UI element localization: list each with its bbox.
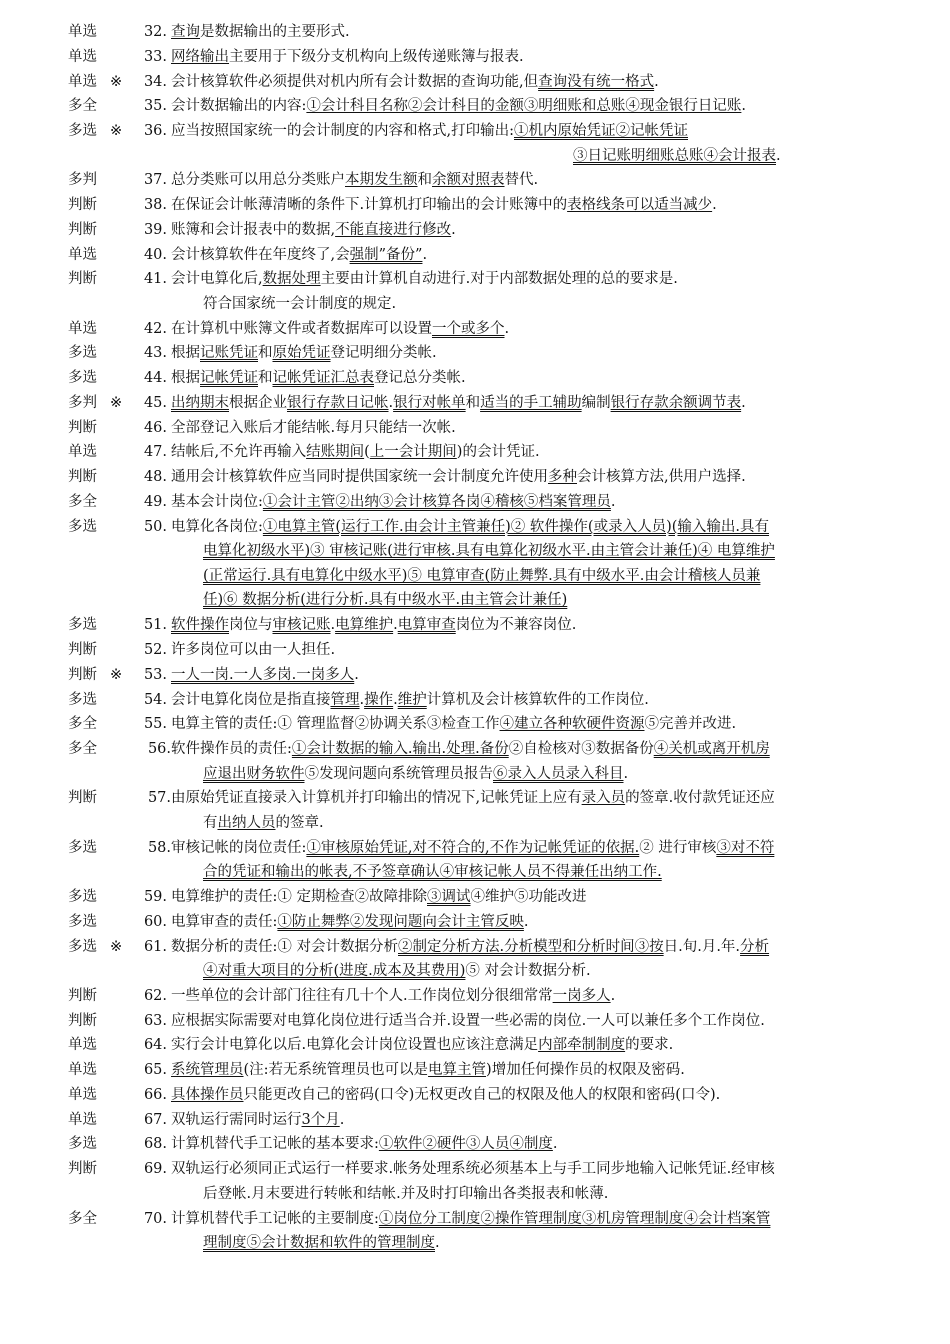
question-text: )的会计凭证. — [456, 444, 540, 461]
question-text-line — [171, 910, 861, 935]
answer-keyword: ④关机或离开机房 — [653, 741, 770, 757]
question-text-line — [171, 341, 861, 366]
question-text-line — [171, 712, 861, 737]
question-number: 66. — [143, 1086, 167, 1103]
answer-keyword: 一岗多人 — [552, 987, 611, 1004]
question-text: 在保证会计帐薄清晰的条件下.计算机打印输出的会计账簿中的 — [171, 197, 568, 214]
question-text-line — [171, 1009, 861, 1034]
question-text-line — [171, 168, 861, 193]
question-number: 40. — [143, 246, 167, 263]
question-number: 35. — [143, 98, 167, 115]
question-number: 60. — [143, 913, 167, 930]
question-text: 结帐后,不允许再输入 — [171, 444, 307, 461]
question-text: 在计算机中账簿文件或者数据库可以设置 — [171, 320, 432, 337]
question-text: 全部登记入账后才能结帐.每月只能结一次帐. — [171, 419, 456, 436]
question-text: 岗位与 — [229, 617, 273, 634]
answer-keyword: ④对重大项目的分析(进度.成本及其费用) — [203, 963, 466, 980]
question-text: 计算机替代手工记帐的基本要求: — [171, 1136, 379, 1153]
question-type: 多选 — [68, 913, 97, 930]
question-type: 单选 — [68, 320, 97, 337]
question-type: 判断 — [68, 987, 97, 1004]
question-text: 主要由计算机自动进行.对于内部数据处理的总的要求是. — [320, 271, 678, 288]
question-number: 47. — [143, 444, 167, 461]
question-type: 多选 — [68, 1136, 97, 1153]
question-text: 和 — [417, 172, 432, 189]
answer-keyword: 内部牵制制度 — [538, 1037, 626, 1054]
answer-keyword: ①防止舞弊②发现问题向会计主管反映 — [277, 913, 524, 930]
answer-keyword: 出纳人员 — [217, 814, 276, 831]
answer-keyword: ③对不符 — [716, 839, 775, 856]
question-text-line — [203, 811, 893, 836]
question-text: . — [388, 394, 394, 411]
question-number: 33. — [143, 48, 167, 65]
question-text: . — [504, 320, 510, 337]
question-text: . — [435, 1235, 440, 1252]
question-text: . — [523, 913, 529, 930]
question-text: ② 进行审核 — [639, 839, 717, 856]
question-text: 数据分析的责任:① 对会计数据分析 — [171, 938, 398, 955]
question-number: 37. — [143, 172, 167, 189]
answer-keyword: ①审核原始凭证,对不符合的,不作为记帐凭证的依据. — [306, 839, 640, 856]
question-number: 64. — [143, 1037, 167, 1054]
question-text: 实行会计电算化以后.电算化会计岗位设置也应该注意满足 — [171, 1037, 539, 1054]
question-text-line — [203, 762, 893, 787]
answer-keyword: 不能直接进行修改 — [335, 221, 452, 238]
answer-keyword: 表格线条可以适当减少 — [567, 197, 713, 214]
question-text: 后登帐.月末要进行转帐和结帐.并及时打印输出各类报表和帐薄. — [203, 1185, 609, 1202]
important-mark: ※ — [110, 938, 123, 955]
question-text: 会计核算软件必须提供对机内所有会计数据的查询功能,但 — [171, 73, 539, 90]
question-type: 多选 — [68, 518, 97, 535]
question-type: 判断 — [68, 1012, 97, 1029]
question-text: 日.旬.月.年. — [663, 938, 741, 955]
answer-keyword: 维护 — [397, 691, 427, 708]
answer-keyword: ④建立各种软硬件资源 — [499, 716, 645, 733]
question-type: 多全 — [68, 1210, 97, 1227]
question-type: 判断 — [68, 419, 97, 436]
question-text: 根据 — [171, 345, 200, 362]
question-text-line — [171, 1157, 861, 1182]
question-type: 单选 — [68, 1086, 97, 1103]
answer-keyword: 操作 — [364, 691, 394, 708]
question-text: 符合国家统一会计制度的规定. — [203, 295, 397, 312]
answer-keyword: ③调试 — [427, 889, 471, 906]
answer-keyword: 银行存款余额调节表 — [610, 394, 742, 411]
answer-keyword: 本期发生额 — [345, 172, 418, 189]
question-number: 51. — [143, 617, 167, 634]
question-text-line — [171, 786, 861, 811]
question-type: 单选 — [68, 1037, 97, 1054]
answer-keyword: ①会计数据的输入.输出.处理.备份 — [291, 741, 509, 757]
question-type: 判断 — [68, 642, 97, 658]
question-text-line — [171, 193, 861, 218]
question-text: 登记总分类帐. — [374, 370, 466, 387]
answer-keyword: 一人一岗.一人多岗.一岗多人 — [171, 666, 355, 683]
question-text: 基本会计岗位: — [171, 493, 263, 510]
question-type: 判断 — [68, 666, 97, 683]
answer-keyword: 3个月 — [301, 1111, 340, 1128]
question-text: 只能更改自己的密码(口令)无权更改自己的权限及他人的权限和密码(口令). — [243, 1086, 721, 1103]
answer-keyword: 余额对照表 — [432, 172, 505, 189]
question-type: 多全 — [68, 716, 97, 733]
question-type: 单选 — [68, 246, 97, 263]
question-text: 会计数据输出的内容: — [171, 98, 307, 115]
question-number: 52. — [143, 642, 167, 658]
question-number: 53. — [143, 666, 167, 683]
answer-keyword: 理制度⑤会计数据和软件的管理制度 — [203, 1235, 435, 1252]
question-number: 55. — [143, 716, 167, 733]
answer-keyword: 查询没有统一格式 — [538, 73, 655, 90]
important-mark: ※ — [110, 666, 123, 683]
question-text: ⑤发现问题向系统管理员报告 — [304, 765, 493, 782]
important-mark: ※ — [110, 73, 123, 90]
question-number: 54. — [143, 691, 167, 708]
question-text: ④维护⑤功能改进 — [470, 889, 587, 906]
question-text: 的签章.收付款凭证还应 — [625, 790, 775, 807]
question-type: 单选 — [68, 48, 97, 65]
question-text-line — [203, 564, 893, 589]
question-text-line — [203, 860, 893, 885]
question-text: 审核记帐的岗位责任: — [171, 839, 307, 856]
question-text-line — [171, 243, 861, 268]
answer-keyword: 查询 — [171, 24, 200, 40]
question-text-line — [171, 366, 861, 391]
question-number: 57. — [147, 790, 171, 807]
question-type: 判断 — [68, 271, 97, 288]
question-number: 62. — [143, 987, 167, 1004]
question-text: ( — [364, 444, 370, 461]
answer-keyword: 出纳期末 — [171, 394, 229, 411]
question-text-line — [171, 267, 861, 292]
question-type: 判断 — [68, 469, 97, 486]
question-text-line — [171, 391, 861, 416]
question-type: 多判 — [68, 394, 97, 411]
question-number: 43. — [143, 345, 167, 362]
question-text-line — [171, 663, 861, 688]
question-text: 一些单位的会计部门往往有几十个人.工作岗位划分很细常常 — [171, 987, 553, 1004]
question-text-line — [171, 465, 861, 490]
question-text: 许多岗位可以由一人担任. — [171, 642, 336, 658]
question-type: 多判 — [68, 172, 97, 189]
question-number: 34. — [143, 73, 167, 90]
question-text: 的签章. — [275, 814, 324, 831]
question-number: 65. — [143, 1062, 167, 1079]
question-type: 判断 — [68, 221, 97, 238]
answer-keyword: ⑥录入人员录入科目 — [493, 765, 624, 782]
question-type: 多全 — [68, 741, 97, 757]
question-text: 和 — [465, 394, 481, 411]
question-text-line — [171, 984, 861, 1009]
question-text-line — [171, 20, 861, 45]
question-number: 39. — [143, 221, 167, 238]
question-number: 38. — [143, 197, 167, 214]
question-text-line — [171, 317, 861, 342]
answer-keyword: 网络输出 — [171, 48, 229, 65]
question-type: 多选 — [68, 370, 97, 387]
answer-keyword: 适当的手工辅助 — [480, 394, 582, 411]
question-text: 替代. — [504, 172, 539, 189]
question-text: . — [741, 98, 746, 115]
question-text: . — [741, 394, 746, 411]
question-number: 32. — [143, 24, 167, 40]
question-number: 41. — [143, 271, 167, 288]
answer-keyword: 电算维护 — [335, 617, 394, 634]
question-text: (注:若无系统管理员也可以是 — [243, 1062, 429, 1079]
answer-keyword: ①软件②硬件③人员④制度 — [378, 1136, 553, 1153]
answer-keyword: ①机内原始凭证②记帐凭证 — [514, 123, 688, 139]
question-text: . — [610, 987, 616, 1004]
answer-keyword: 电算主管 — [428, 1062, 487, 1079]
answer-keyword: 上一会计期间 — [369, 444, 457, 461]
question-text-line — [171, 218, 861, 243]
question-text: 电算主管的责任:① 管理监督②协调关系③检查工作 — [171, 716, 500, 733]
question-text-line — [203, 959, 893, 984]
question-text: 应根据实际需要对电算化岗位进行适当合并.设置一些必需的岗位.一人可以兼任多个工作岗位. — [171, 1012, 765, 1029]
question-text: 岗位为不兼容岗位. — [455, 617, 577, 634]
question-text: 通用会计核算软件应当同时提供国家统一会计制度允许使用 — [171, 469, 548, 486]
question-number: 44. — [143, 370, 167, 387]
answer-keyword: 结账期间 — [306, 444, 365, 461]
answer-keyword: 强制”备份” — [349, 246, 423, 263]
question-text: . — [393, 617, 398, 634]
answer-keyword: 原始凭证 — [272, 345, 331, 362]
answer-keyword: 电算审查 — [397, 617, 456, 634]
question-number: 42. — [143, 320, 167, 337]
answer-keyword: 记账凭证 — [200, 345, 258, 362]
question-text-line — [171, 416, 861, 441]
answer-keyword: ①会计科目名称②会计科目的金额③明细账和总账④现金银行日记账 — [306, 98, 742, 115]
answer-keyword: 审核记账 — [272, 617, 331, 634]
question-text: 账簿和会计报表中的数据, — [171, 221, 336, 238]
answer-keyword: 多种 — [548, 469, 577, 486]
question-text: 会计核算软件在年度终了,会 — [171, 246, 350, 263]
question-type: 多选 — [68, 938, 97, 955]
question-number: 56. — [147, 741, 171, 757]
answer-keyword: ①会计主管②出纳③会计核算各岗④稽核⑤档案管理员 — [262, 493, 611, 510]
question-text: 电算维护的责任:① 定期检查②故障排除 — [171, 889, 427, 906]
question-number: 59. — [143, 889, 167, 906]
question-type: 多选 — [68, 691, 97, 708]
answer-keyword: 一个或多个 — [432, 320, 505, 337]
question-number: 50. — [143, 518, 167, 535]
question-text: . — [623, 765, 629, 782]
question-number: 63. — [143, 1012, 167, 1029]
question-text: 登记明细分类帐. — [330, 345, 437, 362]
question-text: 根据企业 — [229, 394, 287, 411]
question-number: 36. — [143, 123, 167, 139]
answer-keyword: 具体操作员 — [171, 1086, 244, 1103]
answer-keyword: ①岗位分工制度②操作管理制度③机房管理制度④会计档案管 — [378, 1210, 771, 1227]
question-number: 46. — [143, 419, 167, 436]
important-mark: ※ — [110, 394, 123, 411]
question-text: . — [359, 691, 365, 708]
question-text: 计算机替代手工记帐的主要制度: — [171, 1210, 379, 1227]
question-text: . — [422, 246, 428, 263]
question-number: 67. — [143, 1111, 167, 1128]
answer-keyword: 合的凭证和输出的帐表,不予签章确认④审核记帐人员不得兼任出纳工作. — [203, 864, 662, 881]
question-text: 会计电算化岗位是指直接 — [171, 691, 331, 708]
answer-keyword: 应退出财务软件 — [203, 765, 305, 782]
question-type: 多选 — [68, 889, 97, 906]
question-type: 单选 — [68, 24, 97, 40]
answer-keyword: 电算化初级水平)③ 审核记账(进行审核.具有电算化初级水平.由主管会计兼任)④ 电算维护 — [203, 543, 775, 560]
question-text-line — [171, 688, 861, 713]
question-number: 68. — [143, 1136, 167, 1153]
question-text: 软件操作员的责任: — [171, 741, 292, 757]
question-text: 和 — [258, 370, 273, 387]
question-text: 由原始凭证直接录入计算机并打印输出的情况下,记帐凭证上应有 — [171, 790, 582, 807]
question-text-line — [171, 515, 861, 540]
question-text-line — [203, 292, 893, 317]
question-text: . — [393, 691, 398, 708]
question-text: 会计核算方法,供用户选择. — [577, 469, 746, 486]
question-text-line — [171, 1207, 861, 1232]
question-text-line — [171, 613, 861, 638]
question-text: . — [330, 617, 336, 634]
answer-keyword: (正常运行.具有电算化中级水平)⑤ 电算审查(防止舞弊.具有中级水平.由会计稽核人员兼 — [203, 567, 761, 584]
answer-keyword: ②制定分析方法.分析模型和分析时间③按 — [398, 938, 664, 955]
answer-keyword: 任)⑥ 数据分析(进行分析.具有中级水平.由主管会计兼任) — [203, 592, 568, 609]
question-type: 多选 — [68, 123, 97, 139]
question-number: 61. — [143, 938, 167, 955]
question-text: 主要用于下级分支机构向上级传递账簿与报表. — [229, 48, 524, 65]
question-text-line — [171, 737, 861, 762]
question-text: . — [451, 221, 456, 238]
question-text: 计算机及会计核算软件的工作岗位. — [426, 691, 649, 708]
question-text-line — [171, 638, 861, 663]
question-text-line — [171, 1108, 861, 1133]
question-type: 单选 — [68, 444, 97, 461]
answer-keyword: 银行存款日记帐 — [287, 394, 389, 411]
question-text-line — [171, 70, 861, 95]
question-text: 编制 — [581, 394, 611, 411]
question-text: . — [339, 1111, 345, 1128]
question-text-line — [171, 1083, 861, 1108]
important-mark: ※ — [110, 123, 123, 139]
question-text: 电算化各岗位: — [171, 518, 263, 535]
question-type: 单选 — [68, 73, 97, 90]
question-type: 判断 — [68, 1161, 97, 1178]
answer-keyword: 软件操作 — [171, 617, 229, 634]
question-text: . — [654, 73, 659, 90]
question-text: 双轨运行需同时运行 — [171, 1111, 302, 1128]
question-text-line — [573, 144, 950, 169]
question-text: ⑤完善并改进. — [644, 716, 737, 733]
question-text: 是数据输出的主要形式. — [200, 24, 350, 40]
question-number: 58. — [147, 839, 171, 856]
answer-keyword: 银行对帐单 — [393, 394, 466, 411]
answer-keyword: ①电算主管(运行工作.由会计主管兼任)② 软件操作(或录入人员)(输入输出.具有 — [262, 518, 769, 535]
question-text-line — [171, 1132, 861, 1157]
question-text-line — [171, 1058, 861, 1083]
question-text: ②自检核对③数据备份 — [508, 741, 654, 757]
question-text-line — [171, 1033, 861, 1058]
question-text: . — [610, 493, 616, 510]
question-number: 48. — [143, 469, 167, 486]
question-number: 70. — [143, 1210, 167, 1227]
question-text-line — [203, 539, 893, 564]
question-type: 单选 — [68, 1111, 97, 1128]
question-type: 判断 — [68, 197, 97, 214]
question-text: 根据 — [171, 370, 200, 387]
answer-keyword: 记帐凭证 — [200, 370, 258, 387]
answer-keyword: 记帐凭证汇总表 — [272, 370, 374, 387]
question-type: 单选 — [68, 1062, 97, 1079]
answer-keyword: ③日记账明细账总账④会计报表 — [573, 147, 776, 164]
question-text-line — [203, 588, 893, 613]
question-text: 双轨运行必须同正式运行一样要求.帐务处理系统必须基本上与手工同步地输入记帐凭证.经审核 — [171, 1161, 775, 1178]
question-text: 和 — [258, 345, 273, 362]
question-text: ⑤ 对会计数据分析. — [465, 963, 591, 980]
question-number: 69. — [143, 1161, 167, 1178]
question-number: 45. — [143, 394, 167, 411]
question-type: 多全 — [68, 493, 97, 510]
question-type: 多选 — [68, 617, 97, 634]
question-text: 的要求. — [625, 1037, 674, 1054]
question-text-line — [203, 1231, 893, 1256]
question-text: . — [354, 666, 359, 683]
question-number: 49. — [143, 493, 167, 510]
question-type: 多全 — [68, 98, 97, 115]
question-text: 应当按照国家统一的会计制度的内容和格式,打印输出: — [171, 123, 514, 139]
question-text-line — [171, 45, 861, 70]
question-text: 总分类账可以用总分类账户 — [171, 172, 345, 189]
question-text: 会计电算化后, — [171, 271, 263, 288]
question-type: 多选 — [68, 839, 97, 856]
question-text: . — [712, 197, 717, 214]
question-text-line — [171, 490, 861, 515]
question-text-line — [171, 935, 861, 960]
question-text-line — [171, 885, 861, 910]
question-text-line — [171, 119, 861, 144]
question-text: 有 — [203, 814, 218, 831]
answer-keyword: 数据处理 — [262, 271, 321, 288]
question-text: . — [776, 147, 781, 164]
question-text-line — [171, 836, 861, 861]
question-text: 电算审查的责任: — [171, 913, 278, 930]
question-text-line — [171, 440, 861, 465]
question-type: 多选 — [68, 345, 97, 362]
question-type: 判断 — [68, 790, 97, 807]
answer-keyword: 系统管理员 — [171, 1062, 244, 1079]
answer-keyword: 分析 — [740, 938, 770, 955]
question-text-line — [203, 1182, 893, 1207]
answer-keyword: 管理 — [330, 691, 360, 708]
question-text: )增加任何操作员的权限及密码. — [486, 1062, 685, 1079]
question-text: . — [552, 1136, 558, 1153]
answer-keyword: 录入员 — [581, 790, 626, 807]
question-text-line — [171, 94, 861, 119]
